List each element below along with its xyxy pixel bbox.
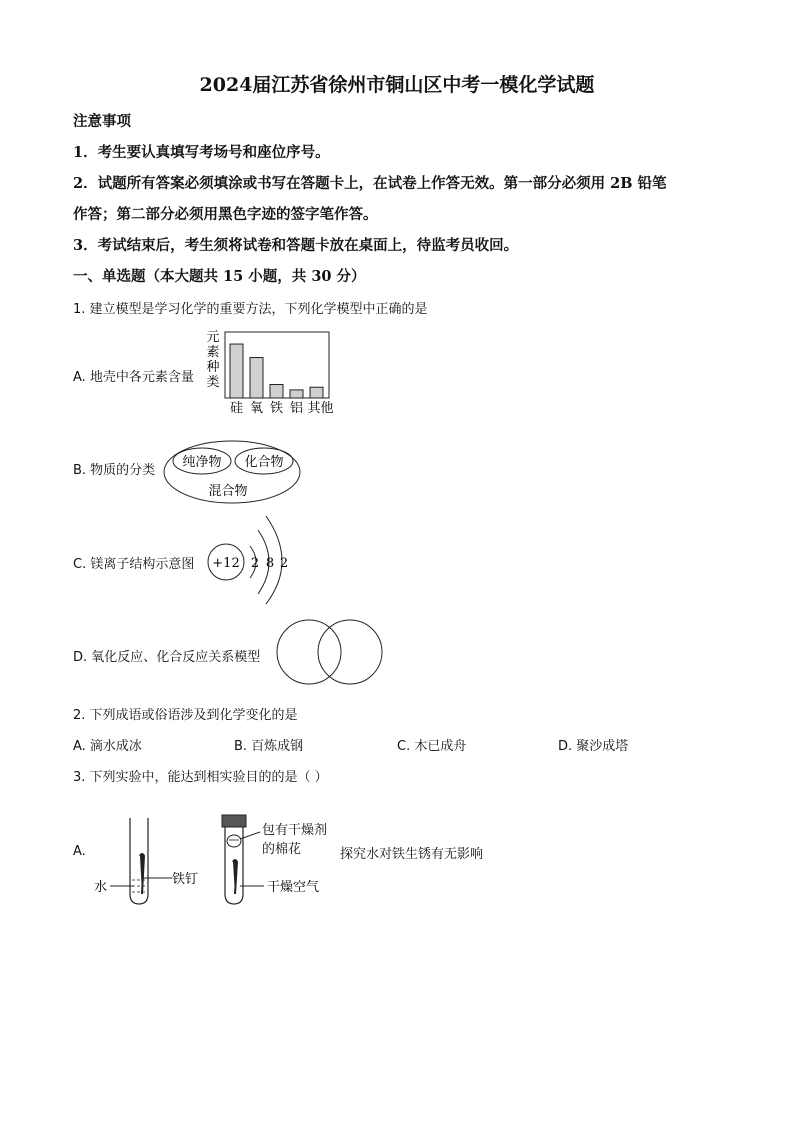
label-compound: 化合物 xyxy=(244,455,284,470)
notice-item-2-cont: 作答；第二部分必须用黑色字迹的签字笔作答。 xyxy=(73,206,378,223)
nucleus-charge: +12 xyxy=(212,556,240,571)
q3-stem: 3. 下列实验中，能达到相实验目的的是（ ） xyxy=(73,770,328,785)
venn-diagram xyxy=(275,618,385,686)
chart-bar-5 xyxy=(310,387,323,398)
element-content-chart xyxy=(200,328,340,420)
chart-ylabel-4: 类 xyxy=(206,375,220,390)
q1-option-c-label: C. 镁离子结构示意图 xyxy=(73,557,195,572)
notice-item-1: 1．考生要认真填写考场号和座位序号。 xyxy=(73,144,330,161)
chart-category-label-1: 硅 xyxy=(229,401,244,416)
q2-option-d: D. 聚沙成塔 xyxy=(558,739,629,754)
q1-stem: 1. 建立模型是学习化学的重要方法，下列化学模型中正确的是 xyxy=(73,302,428,317)
shell-electrons-3: 2 xyxy=(279,556,289,571)
chart-bar-1 xyxy=(230,344,243,398)
chart-category-label-2: 氧 xyxy=(249,401,264,416)
q3-option-a-label: A. xyxy=(73,844,86,859)
cotton-desiccant xyxy=(227,835,241,847)
cotton-label-1: 包有干燥剂 xyxy=(262,823,328,838)
chart-bar-2 xyxy=(250,358,263,398)
q1-option-d-label: D. 氧化反应、化合反应关系模型 xyxy=(73,650,261,665)
water-surface xyxy=(132,880,146,892)
notice-item-3: 3．考试结束后，考生须将试卷和答题卡放在桌面上，待监考员收回。 xyxy=(73,237,519,254)
stopper xyxy=(222,815,246,827)
experiment-purpose: 探究水对铁生锈有无影响 xyxy=(340,847,484,862)
section-heading: 一、单选题（本大题共 15 小题，共 30 分） xyxy=(73,268,366,285)
chart-category-label-3: 铁 xyxy=(269,401,284,416)
q1-option-a-label: A. 地壳中各元素含量 xyxy=(73,370,194,385)
label-mixture: 混合物 xyxy=(208,484,248,499)
q2-stem: 2. 下列成语或俗语涉及到化学变化的是 xyxy=(73,708,298,723)
q1-option-b-label: B. 物质的分类 xyxy=(73,463,156,478)
chart-bar-3 xyxy=(270,385,283,398)
cotton-label-2: 的棉花 xyxy=(262,842,302,857)
notice-item-2: 2．试题所有答案必须填涂或书写在答题卡上，在试卷上作答无效。第一部分必须用 2B 铅笔 xyxy=(73,175,667,192)
venn-circle-oxidation xyxy=(277,620,341,684)
classification-diagram xyxy=(160,438,305,506)
q2-option-c: C. 木已成舟 xyxy=(397,739,467,754)
air-label: 干燥空气 xyxy=(267,880,320,895)
venn-circle-combination xyxy=(318,620,382,684)
shell-electrons-2: 8 xyxy=(265,556,275,571)
chart-ylabel-3: 种 xyxy=(206,360,220,375)
notice-heading: 注意事项 xyxy=(73,113,131,130)
shell-electrons-1: 2 xyxy=(250,556,260,571)
chart-ylabel-1: 元 xyxy=(206,330,220,345)
chart-category-label-4: 铝 xyxy=(289,401,304,416)
ion-structure-diagram xyxy=(200,512,300,608)
q2-option-a: A. 滴水成冰 xyxy=(73,739,142,754)
iron-nail-1 xyxy=(140,854,144,894)
water-label: 水 xyxy=(94,880,108,895)
nail-label: 铁钉 xyxy=(172,872,199,887)
iron-nail-2 xyxy=(233,860,237,894)
chart-category-label-5: 其他 xyxy=(307,401,334,416)
label-pure: 纯净物 xyxy=(182,455,222,470)
chart-bar-4 xyxy=(290,390,303,398)
q2-option-b: B. 百炼成钢 xyxy=(234,739,304,754)
chart-ylabel-2: 素 xyxy=(206,345,220,360)
test-tube-1 xyxy=(130,818,148,904)
page-title: 2024届江苏省徐州市铜山区中考一模化学试题 xyxy=(199,74,595,96)
